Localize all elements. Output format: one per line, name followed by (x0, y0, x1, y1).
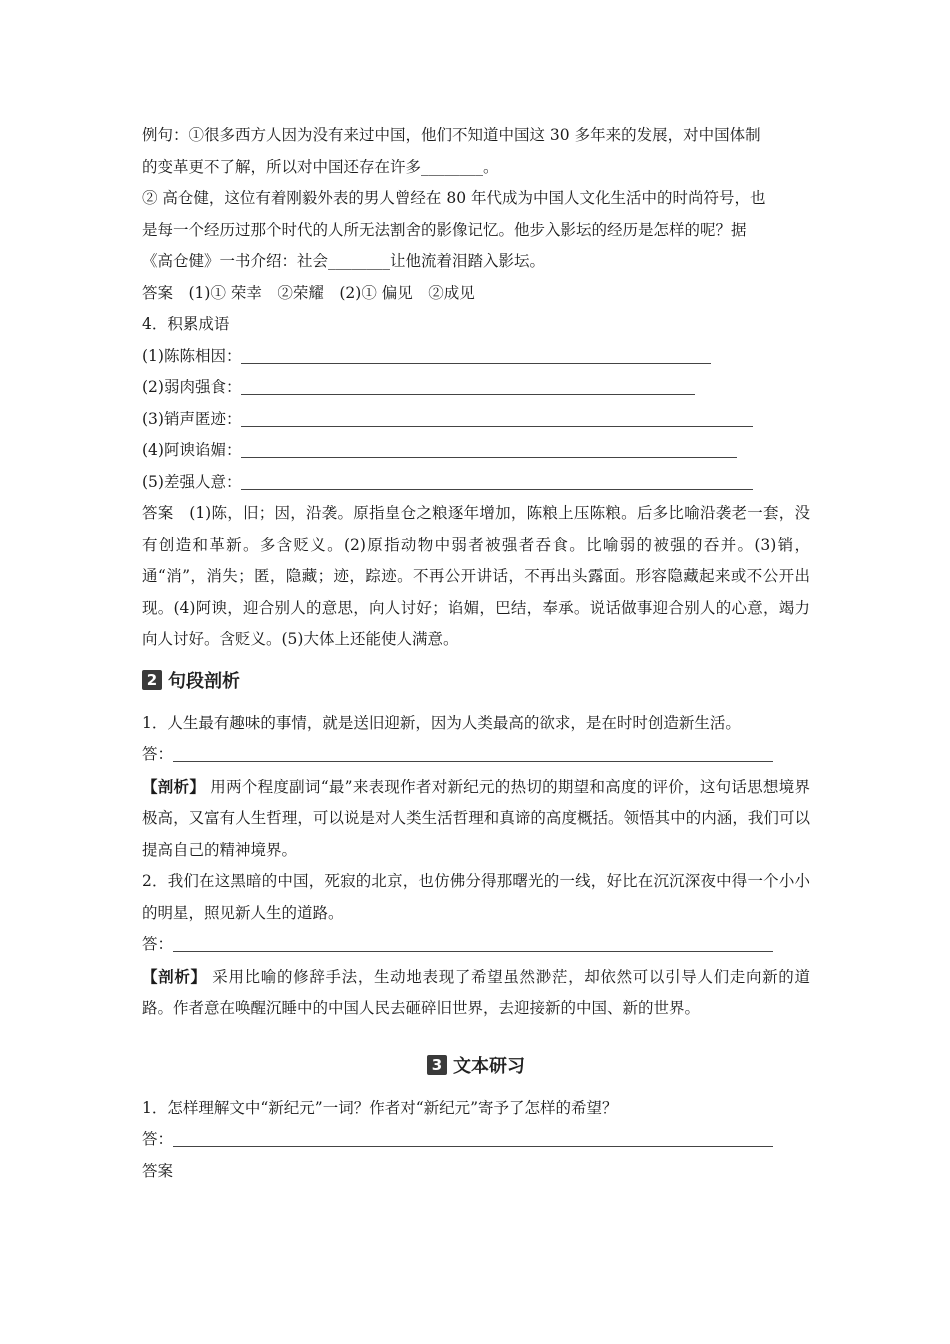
example-answer: 答案 (1)① 荣幸 ②荣耀 (2)① 偏见 ②成见 (142, 283, 475, 302)
idiom-item-4 (142, 435, 810, 467)
example-line-1: 例句：①很多西方人因为没有来过中国，他们不知道中国这 30 多年来的发展，对中国体制 (142, 126, 761, 144)
answer-blank[interactable] (241, 394, 695, 395)
final-answer-label: 答案 (142, 1161, 174, 1180)
analysis-2 (142, 961, 810, 1025)
answer-blank[interactable] (241, 363, 711, 364)
example-line-4: 是每一个经历过那个时代的人所无法割舍的影像记忆。他步入影坛的经历是怎样的呢？据 (142, 220, 747, 239)
example-line-5: 《高仓健》一书介绍：社会________让他流着泪踏入影坛。 (142, 252, 546, 270)
analysis-label: 【剖析】 (142, 776, 206, 796)
analysis-text: 用两个程度副词“最”来表现作者对新纪元的热切的期望和高度的评价，这句话思想境界极高，又富有人生哲理，可以说是对人类生活哲理和真谛的高度概括。领悟其中的内涵，我们可以提高自己的精神境界。 (142, 777, 810, 859)
answer-label: 答： (142, 745, 174, 763)
example-line-2: 的变革更不了解，所以对中国还存在许多________。 (142, 157, 499, 176)
idiom-label: (4)阿谀谄媚： (142, 441, 242, 459)
answer-line-2 (142, 929, 810, 961)
idiom-label: (3)销声匿迹： (142, 409, 242, 428)
question-3-1: 1．怎样理解文中“新纪元”一词？作者对“新纪元”寄予了怎样的希望？ (142, 1098, 618, 1117)
answer-label: 答： (142, 1130, 174, 1148)
answer-blank[interactable] (241, 489, 753, 490)
idiom-item-2 (142, 372, 810, 404)
idioms-answer: 答案 (1)陈，旧；因，沿袭。原指皇仓之粮逐年增加，陈粮上压陈粮。后多比喻沿袭老一套，没有创造和革新。多含贬义。(2)原指动物中弱者被强者吞食。比喻弱的被强的吞并。(3)销，通“消”，消失；匿，隐藏；迹，踪迹。不再公开讲话，不再出头露面。形容隐藏起来或不公开出现。(4)阿谀，迎合别人的意思，向人讨好；谄媚，巴结，奉承。说话做事迎合别人的心意，竭力向人讨好。含贬义。(5)大体上还能使人满意。 (142, 504, 810, 648)
answer-blank[interactable] (241, 457, 737, 458)
answer-blank[interactable] (241, 426, 753, 427)
idiom-item-1 (142, 341, 810, 373)
section-number-badge: 3 (427, 1055, 447, 1075)
idiom-label: (1)陈陈相因： (142, 346, 242, 365)
document-page (142, 120, 810, 1187)
analysis-label: 【剖析】 (142, 966, 207, 986)
section-heading-3 (142, 1047, 810, 1083)
answer-blank[interactable] (173, 1146, 773, 1147)
section-heading-2 (142, 662, 810, 698)
section-title: 文本研习 (453, 1055, 525, 1077)
analysis-text: 采用比喻的修辞手法，生动地表现了希望虽然渺茫，却依然可以引导人们走向新的道路。作者意在唤醒沉睡中的中国人民去砸碎旧世界，去迎接新的中国、新的世界。 (142, 967, 810, 1017)
answer-line-1 (142, 739, 810, 771)
question-1: 1．人生最有趣味的事情，就是送旧迎新，因为人类最高的欲求，是在时时创造新生活。 (142, 713, 741, 732)
answer-label: 答： (142, 935, 174, 953)
idiom-item-5 (142, 467, 810, 499)
example-line-3: ② 高仓健，这位有着刚毅外表的男人曾经在 80 年代成为中国人文化生活中的时尚符号，也 (142, 189, 766, 207)
answer-line-3 (142, 1124, 810, 1156)
answer-blank[interactable] (173, 951, 773, 952)
question-2: 2．我们在这黑暗的中国，死寂的北京，也仿佛分得那曙光的一线，好比在沉沉深夜中得一个小小的明星，照见新人生的道路。 (142, 872, 810, 922)
section-number-badge: 2 (142, 670, 162, 690)
idiom-label: (5)差强人意： (142, 472, 242, 491)
idiom-label: (2)弱肉强食： (142, 378, 242, 396)
section-title: 句段剖析 (168, 670, 240, 692)
idioms-heading: 4．积累成语 (142, 315, 230, 333)
idiom-item-3 (142, 404, 810, 436)
answer-blank[interactable] (173, 761, 773, 762)
analysis-1 (142, 771, 810, 867)
